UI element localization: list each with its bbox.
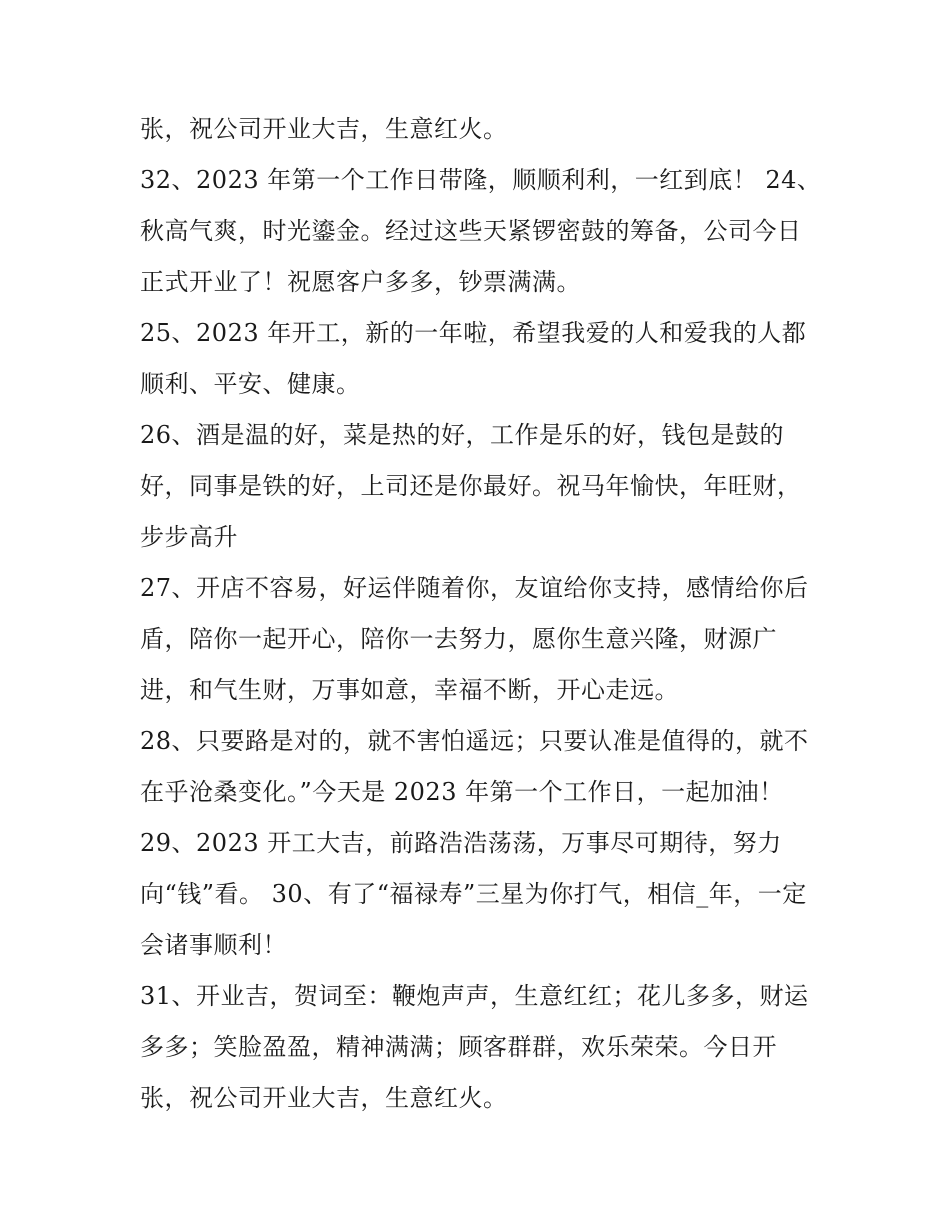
- text-line: 31、开业吉，贺词至：鞭炮声声，生意红红；花儿多多，财运: [140, 982, 809, 1010]
- text-line: 张，祝公司开业大吉，生意红火。: [140, 115, 508, 143]
- text-line: 张，祝公司开业大吉，生意红火。: [140, 1084, 508, 1112]
- text-line: 秋高气爽，时光鎏金。经过这些天紧锣密鼓的筹备，公司今日: [140, 217, 802, 245]
- text-line: 会诸事顺利！: [140, 931, 287, 959]
- text-line: 步步高升: [140, 523, 238, 551]
- body-text: [140, 104, 820, 1124]
- text-line: 进，和气生财，万事如意，幸福不断，开心走远。: [140, 676, 679, 704]
- text-line: 正式开业了！祝愿客户多多，钞票满满。: [140, 268, 581, 296]
- text-line: 29、2023 开工大吉，前路浩浩荡荡，万事尽可期待，努力: [140, 829, 782, 857]
- text-line: 向“钱”看。 30、有了“福禄寿”三星为你打气，相信_年，一定: [140, 880, 807, 908]
- text-line: 在乎沧桑变化。”今天是 2023 年第一个工作日，一起加油！: [140, 778, 784, 806]
- text-line: 28、只要路是对的，就不害怕遥远；只要认准是值得的，就不: [140, 727, 809, 755]
- text-line: 盾，陪你一起开心，陪你一去努力，愿你生意兴隆，财源广: [140, 625, 777, 653]
- text-line: 多多；笑脸盈盈，精神满满；顾客群群，欢乐荣荣。今日开: [140, 1033, 777, 1061]
- text-line: 27、开店不容易，好运伴随着你，友谊给你支持，感情给你后: [140, 574, 809, 602]
- text-line: 25、2023 年开工，新的一年啦，希望我爱的人和爱我的人都: [140, 319, 807, 347]
- text-line: 好，同事是铁的好，上司还是你最好。祝马年愉快，年旺财，: [140, 472, 802, 500]
- text-line: 32、2023 年第一个工作日带隆，顺顺利利，一红到底！ 24、: [140, 166, 822, 194]
- text-line: 26、酒是温的好，菜是热的好，工作是乐的好，钱包是鼓的: [140, 421, 785, 449]
- text-line: 顺利、平安、健康。: [140, 370, 361, 398]
